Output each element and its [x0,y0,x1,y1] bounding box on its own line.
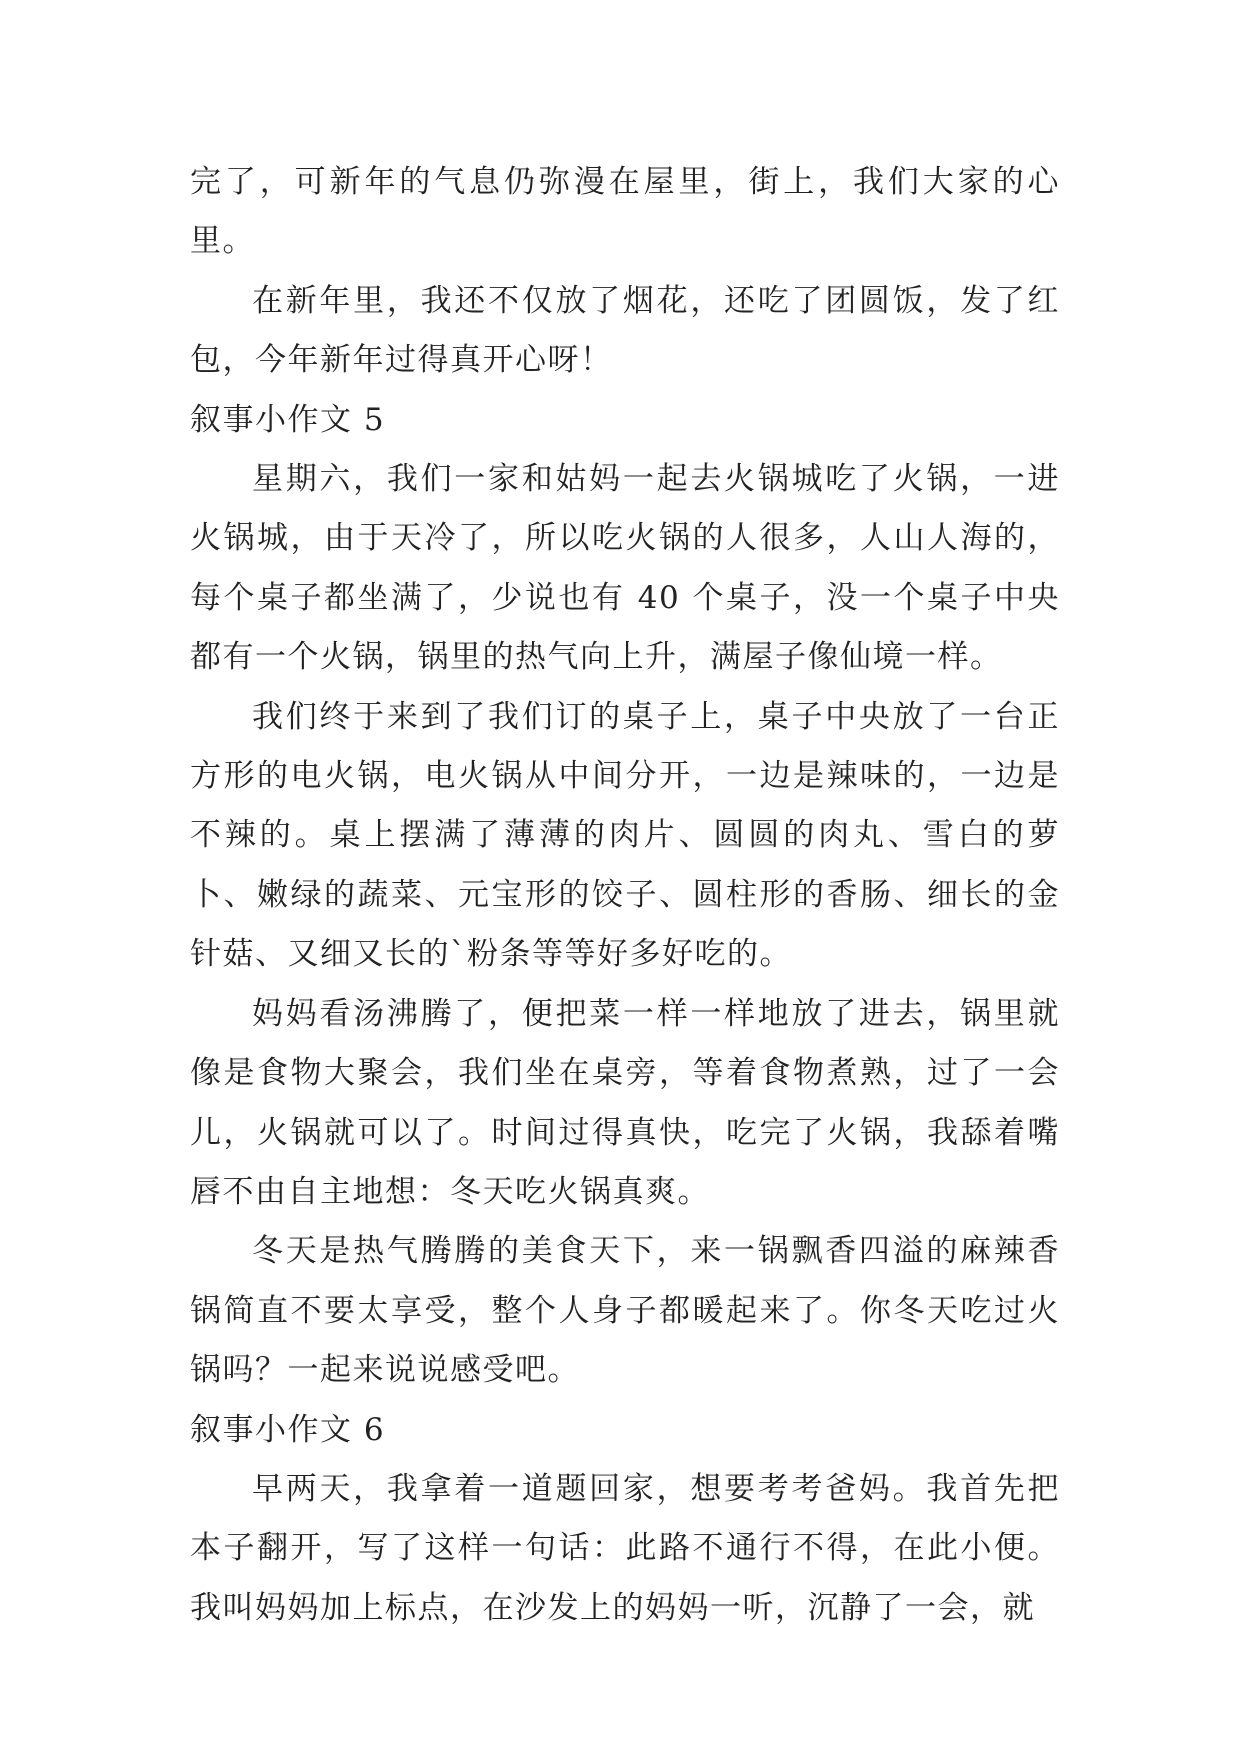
paragraph: 早两天，我拿着一道题回家，想要考考爸妈。我首先把本子翻开，写了这样一句话：此路不通行不得，在此小便。我叫妈妈加上标点，在沙发上的妈妈一听，沉静了一会，就 [190,1470,1060,1626]
paragraph: 妈妈看汤沸腾了，便把菜一样一样地放了进去，锅里就像是食物大聚会，我们坐在桌旁，等着食物煮熟，过了一会儿，火锅就可以了。时间过得真快，吃完了火锅，我舔着嘴唇不由自主地想：冬天吃火锅真爽。 [190,995,1060,1210]
document-body [190,153,1060,1638]
section-heading: 叙事小作文 5 [190,401,386,438]
section-heading: 叙事小作文 6 [190,1411,386,1448]
paragraph: 在新年里，我还不仅放了烟花，还吃了团圆饭，发了红包，今年新年过得真开心呀！ [190,282,1060,379]
paragraph: 星期六，我们一家和姑妈一起去火锅城吃了火锅，一进火锅城，由于天冷了，所以吃火锅的人很多，人山人海的，每个桌子都坐满了，少说也有 40 个桌子，没一个桌子中央都有一个火锅，锅里的热气向上升，满屋子像仙境一样。 [190,461,1060,676]
paragraph: 冬天是热气腾腾的美食天下，来一锅飘香四溢的麻辣香锅简直不要太享受，整个人身子都暖起来了。你冬天吃过火锅吗？一起来说说感受吧。 [190,1233,1060,1389]
paragraph-continuation: 完了，可新年的气息仍弥漫在屋里，街上，我们大家的心里。 [190,164,1060,260]
paragraph: 我们终于来到了我们订的桌子上，桌子中央放了一台正方形的电火锅，电火锅从中间分开，一边是辣味的，一边是不辣的。桌上摆满了薄薄的肉片、圆圆的肉丸、雪白的萝卜、嫩绿的蔬菜、元宝形的饺子、圆柱形的香肠、细长的金针菇、又细又长的`粉条等等好多好吃的。 [190,698,1060,973]
